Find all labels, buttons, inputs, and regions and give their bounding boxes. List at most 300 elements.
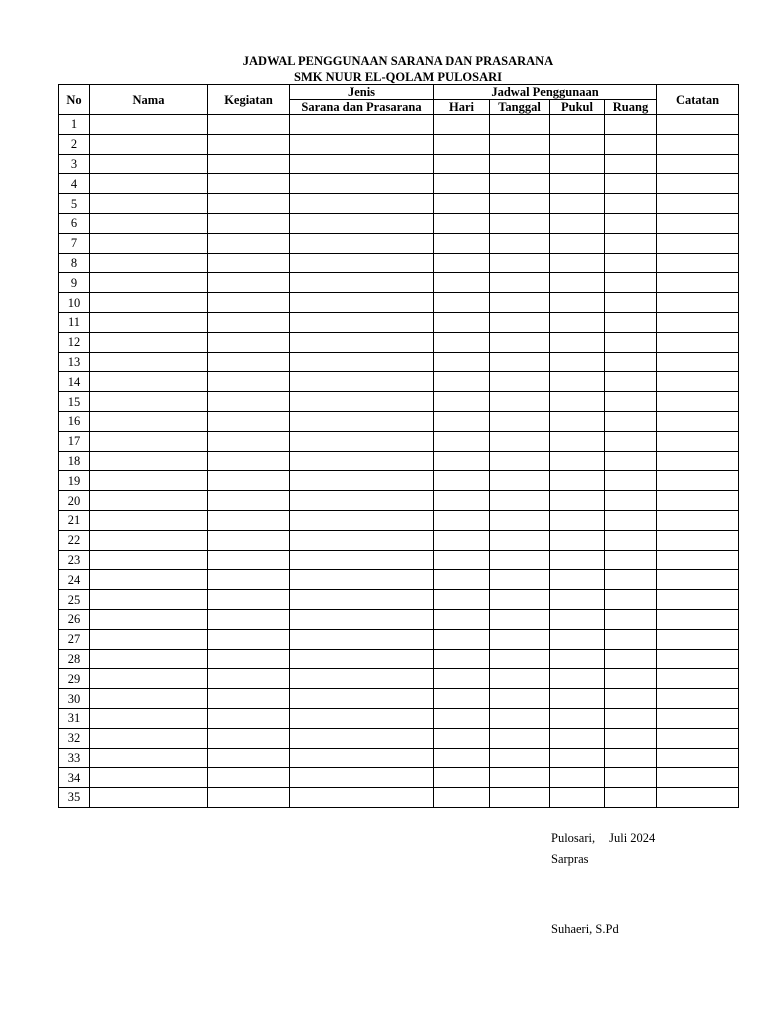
cell-tanggal[interactable] xyxy=(490,273,550,293)
cell-catatan[interactable] xyxy=(657,431,739,451)
cell-pukul[interactable] xyxy=(550,748,605,768)
cell-jenis[interactable] xyxy=(290,609,434,629)
cell-tanggal[interactable] xyxy=(490,471,550,491)
cell-hari[interactable] xyxy=(434,293,490,313)
cell-ruang[interactable] xyxy=(605,411,657,431)
cell-kegiatan[interactable] xyxy=(208,590,290,610)
cell-kegiatan[interactable] xyxy=(208,115,290,135)
cell-pukul[interactable] xyxy=(550,312,605,332)
cell-tanggal[interactable] xyxy=(490,332,550,352)
cell-catatan[interactable] xyxy=(657,115,739,135)
cell-kegiatan[interactable] xyxy=(208,768,290,788)
cell-jenis[interactable] xyxy=(290,708,434,728)
cell-jenis[interactable] xyxy=(290,372,434,392)
cell-catatan[interactable] xyxy=(657,788,739,808)
cell-jenis[interactable] xyxy=(290,213,434,233)
cell-nama[interactable] xyxy=(90,233,208,253)
cell-tanggal[interactable] xyxy=(490,590,550,610)
cell-catatan[interactable] xyxy=(657,293,739,313)
cell-hari[interactable] xyxy=(434,115,490,135)
cell-kegiatan[interactable] xyxy=(208,728,290,748)
cell-catatan[interactable] xyxy=(657,372,739,392)
cell-pukul[interactable] xyxy=(550,253,605,273)
cell-kegiatan[interactable] xyxy=(208,649,290,669)
cell-hari[interactable] xyxy=(434,649,490,669)
cell-tanggal[interactable] xyxy=(490,154,550,174)
cell-ruang[interactable] xyxy=(605,312,657,332)
cell-jenis[interactable] xyxy=(290,293,434,313)
cell-ruang[interactable] xyxy=(605,253,657,273)
cell-nama[interactable] xyxy=(90,174,208,194)
cell-tanggal[interactable] xyxy=(490,550,550,570)
cell-nama[interactable] xyxy=(90,293,208,313)
cell-kegiatan[interactable] xyxy=(208,194,290,214)
cell-jenis[interactable] xyxy=(290,392,434,412)
cell-hari[interactable] xyxy=(434,570,490,590)
cell-pukul[interactable] xyxy=(550,213,605,233)
cell-hari[interactable] xyxy=(434,411,490,431)
cell-hari[interactable] xyxy=(434,392,490,412)
cell-jenis[interactable] xyxy=(290,649,434,669)
cell-pukul[interactable] xyxy=(550,431,605,451)
cell-ruang[interactable] xyxy=(605,609,657,629)
cell-catatan[interactable] xyxy=(657,669,739,689)
cell-ruang[interactable] xyxy=(605,451,657,471)
cell-tanggal[interactable] xyxy=(490,352,550,372)
cell-ruang[interactable] xyxy=(605,174,657,194)
cell-pukul[interactable] xyxy=(550,411,605,431)
cell-catatan[interactable] xyxy=(657,174,739,194)
cell-kegiatan[interactable] xyxy=(208,253,290,273)
cell-ruang[interactable] xyxy=(605,689,657,709)
cell-pukul[interactable] xyxy=(550,194,605,214)
cell-jenis[interactable] xyxy=(290,590,434,610)
cell-kegiatan[interactable] xyxy=(208,134,290,154)
cell-pukul[interactable] xyxy=(550,649,605,669)
cell-kegiatan[interactable] xyxy=(208,471,290,491)
cell-pukul[interactable] xyxy=(550,669,605,689)
cell-pukul[interactable] xyxy=(550,689,605,709)
cell-ruang[interactable] xyxy=(605,649,657,669)
cell-kegiatan[interactable] xyxy=(208,748,290,768)
cell-nama[interactable] xyxy=(90,788,208,808)
table-row xyxy=(59,728,739,748)
cell-tanggal[interactable] xyxy=(490,253,550,273)
cell-catatan[interactable] xyxy=(657,134,739,154)
cell-pukul[interactable] xyxy=(550,115,605,135)
cell-jenis[interactable] xyxy=(290,451,434,471)
cell-tanggal[interactable] xyxy=(490,728,550,748)
cell-catatan[interactable] xyxy=(657,609,739,629)
cell-nama[interactable] xyxy=(90,550,208,570)
cell-ruang[interactable] xyxy=(605,134,657,154)
cell-tanggal[interactable] xyxy=(490,510,550,530)
cell-hari[interactable] xyxy=(434,530,490,550)
cell-nama[interactable] xyxy=(90,451,208,471)
cell-jenis[interactable] xyxy=(290,570,434,590)
cell-nama[interactable] xyxy=(90,609,208,629)
cell-hari[interactable] xyxy=(434,233,490,253)
cell-nama[interactable] xyxy=(90,431,208,451)
cell-ruang[interactable] xyxy=(605,392,657,412)
cell-pukul[interactable] xyxy=(550,273,605,293)
cell-jenis[interactable] xyxy=(290,174,434,194)
cell-jenis[interactable] xyxy=(290,728,434,748)
cell-kegiatan[interactable] xyxy=(208,312,290,332)
cell-nama[interactable] xyxy=(90,273,208,293)
header-catatan: Catatan xyxy=(657,85,739,115)
cell-pukul[interactable] xyxy=(550,392,605,412)
cell-kegiatan[interactable] xyxy=(208,154,290,174)
cell-jenis[interactable] xyxy=(290,669,434,689)
cell-tanggal[interactable] xyxy=(490,194,550,214)
cell-pukul[interactable] xyxy=(550,629,605,649)
row-number: 24 xyxy=(59,570,90,590)
cell-tanggal[interactable] xyxy=(490,293,550,313)
cell-kegiatan[interactable] xyxy=(208,332,290,352)
cell-catatan[interactable] xyxy=(657,451,739,471)
cell-catatan[interactable] xyxy=(657,392,739,412)
cell-tanggal[interactable] xyxy=(490,708,550,728)
table-row xyxy=(59,115,739,135)
cell-nama[interactable] xyxy=(90,748,208,768)
cell-jenis[interactable] xyxy=(290,748,434,768)
cell-catatan[interactable] xyxy=(657,570,739,590)
cell-kegiatan[interactable] xyxy=(208,550,290,570)
cell-jenis[interactable] xyxy=(290,788,434,808)
cell-ruang[interactable] xyxy=(605,115,657,135)
cell-catatan[interactable] xyxy=(657,748,739,768)
cell-ruang[interactable] xyxy=(605,273,657,293)
cell-kegiatan[interactable] xyxy=(208,233,290,253)
cell-hari[interactable] xyxy=(434,372,490,392)
cell-catatan[interactable] xyxy=(657,530,739,550)
cell-ruang[interactable] xyxy=(605,154,657,174)
cell-tanggal[interactable] xyxy=(490,174,550,194)
cell-kegiatan[interactable] xyxy=(208,392,290,412)
cell-nama[interactable] xyxy=(90,115,208,135)
cell-nama[interactable] xyxy=(90,392,208,412)
cell-catatan[interactable] xyxy=(657,708,739,728)
cell-catatan[interactable] xyxy=(657,471,739,491)
cell-jenis[interactable] xyxy=(290,115,434,135)
cell-tanggal[interactable] xyxy=(490,372,550,392)
cell-hari[interactable] xyxy=(434,273,490,293)
cell-catatan[interactable] xyxy=(657,253,739,273)
cell-ruang[interactable] xyxy=(605,372,657,392)
cell-tanggal[interactable] xyxy=(490,213,550,233)
cell-jenis[interactable] xyxy=(290,352,434,372)
cell-kegiatan[interactable] xyxy=(208,372,290,392)
cell-jenis[interactable] xyxy=(290,530,434,550)
cell-jenis[interactable] xyxy=(290,431,434,451)
cell-jenis[interactable] xyxy=(290,332,434,352)
cell-hari[interactable] xyxy=(434,669,490,689)
cell-nama[interactable] xyxy=(90,194,208,214)
cell-catatan[interactable] xyxy=(657,154,739,174)
cell-tanggal[interactable] xyxy=(490,431,550,451)
cell-ruang[interactable] xyxy=(605,728,657,748)
cell-catatan[interactable] xyxy=(657,728,739,748)
cell-catatan[interactable] xyxy=(657,491,739,511)
cell-nama[interactable] xyxy=(90,689,208,709)
cell-pukul[interactable] xyxy=(550,788,605,808)
cell-kegiatan[interactable] xyxy=(208,491,290,511)
cell-ruang[interactable] xyxy=(605,233,657,253)
cell-kegiatan[interactable] xyxy=(208,510,290,530)
cell-pukul[interactable] xyxy=(550,154,605,174)
cell-jenis[interactable] xyxy=(290,411,434,431)
cell-nama[interactable] xyxy=(90,332,208,352)
cell-hari[interactable] xyxy=(434,213,490,233)
cell-tanggal[interactable] xyxy=(490,570,550,590)
cell-catatan[interactable] xyxy=(657,550,739,570)
cell-kegiatan[interactable] xyxy=(208,293,290,313)
cell-ruang[interactable] xyxy=(605,768,657,788)
cell-nama[interactable] xyxy=(90,411,208,431)
cell-jenis[interactable] xyxy=(290,491,434,511)
cell-pukul[interactable] xyxy=(550,570,605,590)
cell-pukul[interactable] xyxy=(550,174,605,194)
cell-jenis[interactable] xyxy=(290,768,434,788)
cell-hari[interactable] xyxy=(434,728,490,748)
header-hari: Hari xyxy=(434,100,490,115)
cell-jenis[interactable] xyxy=(290,550,434,570)
row-number: 5 xyxy=(59,194,90,214)
cell-ruang[interactable] xyxy=(605,590,657,610)
cell-kegiatan[interactable] xyxy=(208,708,290,728)
cell-nama[interactable] xyxy=(90,352,208,372)
cell-nama[interactable] xyxy=(90,649,208,669)
cell-hari[interactable] xyxy=(434,194,490,214)
cell-tanggal[interactable] xyxy=(490,233,550,253)
cell-catatan[interactable] xyxy=(657,194,739,214)
cell-pukul[interactable] xyxy=(550,332,605,352)
cell-pukul[interactable] xyxy=(550,233,605,253)
cell-nama[interactable] xyxy=(90,708,208,728)
cell-jenis[interactable] xyxy=(290,253,434,273)
cell-hari[interactable] xyxy=(434,471,490,491)
cell-kegiatan[interactable] xyxy=(208,352,290,372)
cell-catatan[interactable] xyxy=(657,590,739,610)
cell-pukul[interactable] xyxy=(550,550,605,570)
cell-tanggal[interactable] xyxy=(490,629,550,649)
cell-nama[interactable] xyxy=(90,510,208,530)
cell-pukul[interactable] xyxy=(550,451,605,471)
cell-jenis[interactable] xyxy=(290,689,434,709)
cell-nama[interactable] xyxy=(90,590,208,610)
cell-ruang[interactable] xyxy=(605,629,657,649)
cell-ruang[interactable] xyxy=(605,530,657,550)
cell-catatan[interactable] xyxy=(657,233,739,253)
row-number: 31 xyxy=(59,708,90,728)
cell-ruang[interactable] xyxy=(605,471,657,491)
cell-pukul[interactable] xyxy=(550,471,605,491)
cell-ruang[interactable] xyxy=(605,510,657,530)
cell-ruang[interactable] xyxy=(605,708,657,728)
cell-pukul[interactable] xyxy=(550,510,605,530)
cell-pukul[interactable] xyxy=(550,530,605,550)
table-row xyxy=(59,689,739,709)
cell-pukul[interactable] xyxy=(550,352,605,372)
schedule-body xyxy=(59,115,739,808)
cell-hari[interactable] xyxy=(434,590,490,610)
cell-catatan[interactable] xyxy=(657,332,739,352)
cell-jenis[interactable] xyxy=(290,471,434,491)
header-jadwal-penggunaan: Jadwal Penggunaan xyxy=(434,85,657,100)
cell-nama[interactable] xyxy=(90,471,208,491)
row-number: 16 xyxy=(59,411,90,431)
cell-hari[interactable] xyxy=(434,154,490,174)
cell-nama[interactable] xyxy=(90,669,208,689)
cell-nama[interactable] xyxy=(90,154,208,174)
cell-ruang[interactable] xyxy=(605,293,657,313)
cell-catatan[interactable] xyxy=(657,689,739,709)
cell-ruang[interactable] xyxy=(605,669,657,689)
cell-catatan[interactable] xyxy=(657,411,739,431)
row-number: 17 xyxy=(59,431,90,451)
table-row xyxy=(59,253,739,273)
cell-tanggal[interactable] xyxy=(490,768,550,788)
cell-hari[interactable] xyxy=(434,451,490,471)
cell-tanggal[interactable] xyxy=(490,115,550,135)
cell-hari[interactable] xyxy=(434,134,490,154)
cell-nama[interactable] xyxy=(90,491,208,511)
cell-pukul[interactable] xyxy=(550,372,605,392)
cell-ruang[interactable] xyxy=(605,213,657,233)
cell-hari[interactable] xyxy=(434,510,490,530)
cell-hari[interactable] xyxy=(434,748,490,768)
cell-catatan[interactable] xyxy=(657,510,739,530)
cell-hari[interactable] xyxy=(434,689,490,709)
cell-kegiatan[interactable] xyxy=(208,629,290,649)
cell-tanggal[interactable] xyxy=(490,392,550,412)
cell-kegiatan[interactable] xyxy=(208,273,290,293)
cell-kegiatan[interactable] xyxy=(208,530,290,550)
cell-tanggal[interactable] xyxy=(490,788,550,808)
cell-hari[interactable] xyxy=(434,629,490,649)
cell-hari[interactable] xyxy=(434,768,490,788)
cell-tanggal[interactable] xyxy=(490,411,550,431)
cell-hari[interactable] xyxy=(434,708,490,728)
cell-nama[interactable] xyxy=(90,530,208,550)
cell-hari[interactable] xyxy=(434,253,490,273)
cell-hari[interactable] xyxy=(434,550,490,570)
cell-ruang[interactable] xyxy=(605,550,657,570)
cell-kegiatan[interactable] xyxy=(208,570,290,590)
cell-tanggal[interactable] xyxy=(490,491,550,511)
cell-jenis[interactable] xyxy=(290,134,434,154)
signature-place-date xyxy=(551,831,655,846)
header-sarana-prasarana: Sarana dan Prasarana xyxy=(290,100,434,115)
cell-kegiatan[interactable] xyxy=(208,411,290,431)
cell-kegiatan[interactable] xyxy=(208,788,290,808)
header-nama: Nama xyxy=(90,85,208,115)
cell-hari[interactable] xyxy=(434,609,490,629)
cell-hari[interactable] xyxy=(434,174,490,194)
cell-catatan[interactable] xyxy=(657,273,739,293)
cell-kegiatan[interactable] xyxy=(208,213,290,233)
row-number: 8 xyxy=(59,253,90,273)
cell-nama[interactable] xyxy=(90,134,208,154)
cell-catatan[interactable] xyxy=(657,768,739,788)
cell-tanggal[interactable] xyxy=(490,649,550,669)
cell-tanggal[interactable] xyxy=(490,669,550,689)
cell-pukul[interactable] xyxy=(550,708,605,728)
header-no: No xyxy=(59,85,90,115)
cell-catatan[interactable] xyxy=(657,629,739,649)
cell-pukul[interactable] xyxy=(550,134,605,154)
cell-nama[interactable] xyxy=(90,768,208,788)
table-row xyxy=(59,570,739,590)
cell-pukul[interactable] xyxy=(550,609,605,629)
cell-pukul[interactable] xyxy=(550,768,605,788)
cell-jenis[interactable] xyxy=(290,510,434,530)
cell-nama[interactable] xyxy=(90,629,208,649)
cell-ruang[interactable] xyxy=(605,431,657,451)
cell-catatan[interactable] xyxy=(657,352,739,372)
cell-kegiatan[interactable] xyxy=(208,689,290,709)
cell-tanggal[interactable] xyxy=(490,530,550,550)
cell-nama[interactable] xyxy=(90,570,208,590)
cell-tanggal[interactable] xyxy=(490,748,550,768)
cell-nama[interactable] xyxy=(90,372,208,392)
cell-kegiatan[interactable] xyxy=(208,451,290,471)
cell-kegiatan[interactable] xyxy=(208,431,290,451)
cell-ruang[interactable] xyxy=(605,788,657,808)
cell-pukul[interactable] xyxy=(550,293,605,313)
cell-kegiatan[interactable] xyxy=(208,609,290,629)
cell-tanggal[interactable] xyxy=(490,451,550,471)
cell-catatan[interactable] xyxy=(657,213,739,233)
cell-tanggal[interactable] xyxy=(490,609,550,629)
cell-ruang[interactable] xyxy=(605,570,657,590)
cell-hari[interactable] xyxy=(434,431,490,451)
cell-pukul[interactable] xyxy=(550,728,605,748)
cell-jenis[interactable] xyxy=(290,194,434,214)
cell-kegiatan[interactable] xyxy=(208,174,290,194)
cell-catatan[interactable] xyxy=(657,649,739,669)
cell-ruang[interactable] xyxy=(605,194,657,214)
cell-hari[interactable] xyxy=(434,491,490,511)
cell-jenis[interactable] xyxy=(290,273,434,293)
cell-hari[interactable] xyxy=(434,352,490,372)
cell-nama[interactable] xyxy=(90,213,208,233)
cell-ruang[interactable] xyxy=(605,332,657,352)
cell-tanggal[interactable] xyxy=(490,312,550,332)
cell-ruang[interactable] xyxy=(605,352,657,372)
cell-jenis[interactable] xyxy=(290,629,434,649)
cell-hari[interactable] xyxy=(434,332,490,352)
cell-jenis[interactable] xyxy=(290,312,434,332)
cell-jenis[interactable] xyxy=(290,233,434,253)
cell-catatan[interactable] xyxy=(657,312,739,332)
cell-jenis[interactable] xyxy=(290,154,434,174)
cell-tanggal[interactable] xyxy=(490,689,550,709)
cell-pukul[interactable] xyxy=(550,590,605,610)
table-row xyxy=(59,708,739,728)
cell-nama[interactable] xyxy=(90,728,208,748)
cell-ruang[interactable] xyxy=(605,748,657,768)
cell-hari[interactable] xyxy=(434,312,490,332)
cell-hari[interactable] xyxy=(434,788,490,808)
cell-nama[interactable] xyxy=(90,253,208,273)
cell-pukul[interactable] xyxy=(550,491,605,511)
cell-kegiatan[interactable] xyxy=(208,669,290,689)
cell-tanggal[interactable] xyxy=(490,134,550,154)
cell-ruang[interactable] xyxy=(605,491,657,511)
cell-nama[interactable] xyxy=(90,312,208,332)
